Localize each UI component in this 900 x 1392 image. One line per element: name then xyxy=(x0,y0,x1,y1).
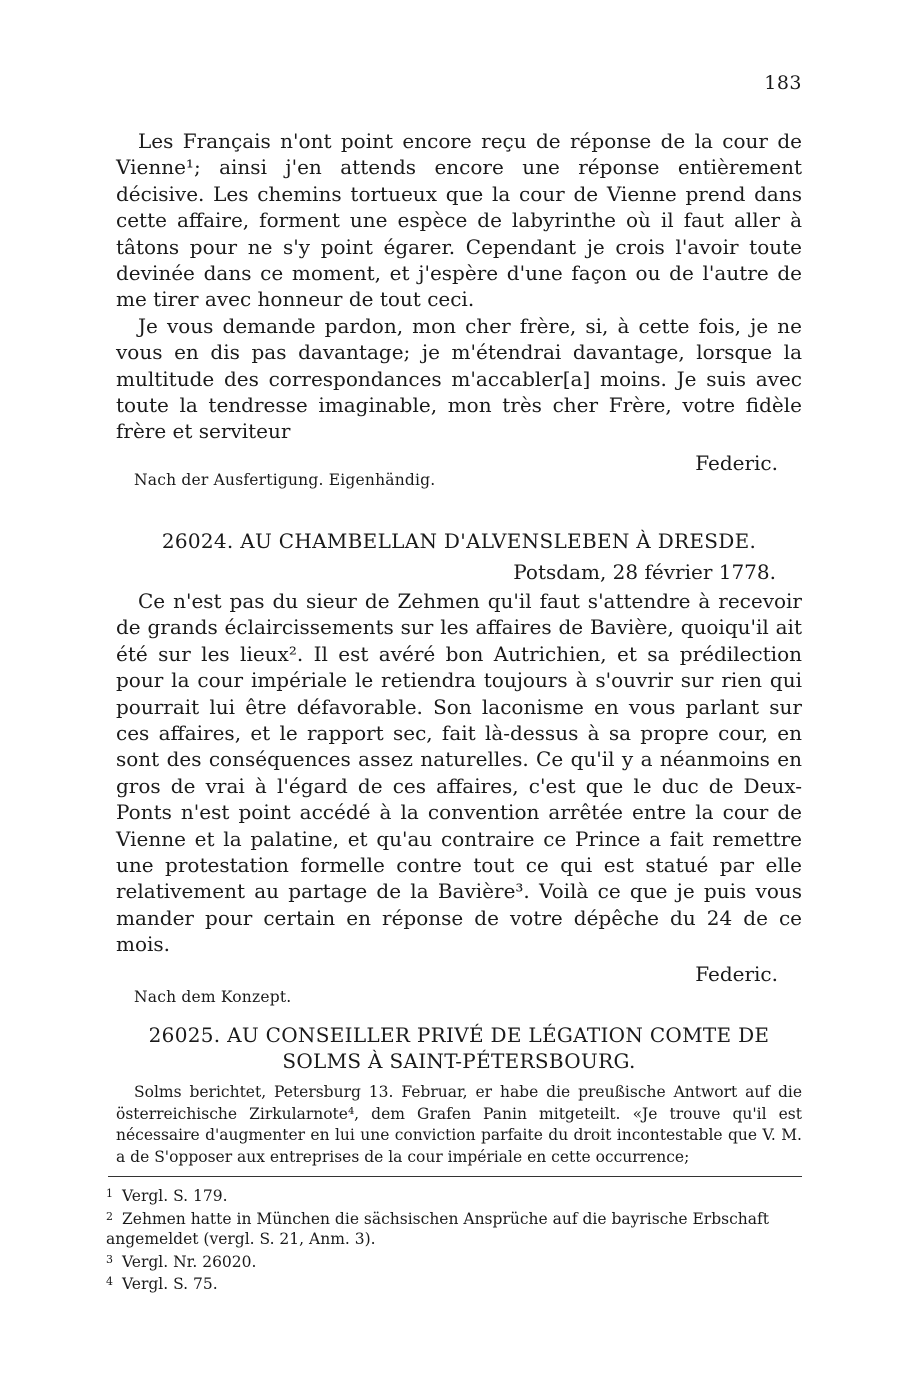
footnotes xyxy=(106,1184,798,1295)
footnote xyxy=(106,1250,798,1273)
footnote-text: Zehmen hatte in München die sächsischen Ansprüche auf die bayrische Erbschaft angemeldet (vergl. S. 21, Anm. 3). xyxy=(106,1209,769,1248)
footnote xyxy=(106,1184,798,1207)
letter-heading-line2: SOLMS À SAINT-PÉTERSBOURG. xyxy=(282,1049,636,1073)
signature: Federic. xyxy=(695,450,778,475)
page-number: 183 xyxy=(764,72,802,94)
summary-paragraph: Solms berichtet, Petersburg 13. Februar, er habe die preußische Antwort auf die österreichische Zirkularnote⁴, dem Grafen Panin mitgeteilt. «Je trouve qu'il est nécessaire d'augmenter en lui une conviction parfaite du droit incontestable que V. M. a de S'opposer aux entreprises de la cour impériale en cette occurrence; xyxy=(116,1083,802,1166)
source-note: Nach der Ausfertigung. Eigenhändig. xyxy=(134,470,436,489)
paragraph: Ce n'est pas du sieur de Zehmen qu'il faut s'attendre à recevoir de grands éclaircissements sur les affaires de Bavière, quoiqu'il ait été sur les lieux². Il est avéré bon Autrichien, et sa prédilection pour la cour impériale le retiendra toujours à s'ouvrir sur rien qui pourrait lui être défavorable. Son laconisme en vous parlant sur ces affaires, et le rapport sec, fait là-dessus à sa propre cour, en sont des conséquences assez naturelles. Ce qu'il y a néanmoins en gros de vrai à l'égard de ces affaires, c'est que le duc de Deux-Ponts n'est point accédé à la convention arrêtée entre la cour de Vienne et la palatine, et qu'au contraire ce Prince a fait remettre une protestation formelle contre tout ce qui est statué par elle relativement au partage de la Bavière³. Voilà ce que je puis vous mander pour certain en réponse de votre dépêche du 24 de ce mois. xyxy=(116,589,802,957)
letter-26025 xyxy=(116,1022,802,1168)
footnote-text: Vergl. S. 179. xyxy=(122,1187,228,1205)
letter-26024 xyxy=(116,528,802,1006)
paragraph: Je vous demande pardon, mon cher frère, si, à cette fois, je ne vous en dis pas davantage; je m'étendrai davantage, lorsque la multitude des correspondances m'accabler[a] moins. Je suis avec toute la tendresse imaginable, mon très cher Frère, votre fidèle frère et serviteur xyxy=(116,313,802,444)
footnote-text: Vergl. S. 75. xyxy=(122,1275,218,1293)
footnote xyxy=(106,1272,798,1295)
footnote-mark: 3 xyxy=(106,1252,113,1266)
dateline: Potsdam, 28 février 1778. xyxy=(513,560,776,584)
letter-heading: 26024. AU CHAMBELLAN D'ALVENSLEBEN À DRESDE. xyxy=(161,529,757,553)
footnote-text: Vergl. Nr. 26020. xyxy=(122,1252,257,1271)
letter-continuation xyxy=(116,128,802,489)
signature: Federic. xyxy=(695,961,778,986)
footnote-mark: 1 xyxy=(106,1187,113,1200)
footnote-mark: 2 xyxy=(106,1209,113,1223)
footnote-rule xyxy=(108,1176,802,1177)
source-note: Nach dem Konzept. xyxy=(134,987,292,1006)
paragraph: Les Français n'ont point encore reçu de réponse de la cour de Vienne¹; ainsi j'en attends encore une réponse entièrement décisive. Les chemins tortueux que la cour de Vienne prend dans cette affaire, forment une espèce de labyrinthe où il faut aller à tâtons pour ne s'y point égarer. Cependant je crois l'avoir toute devinée dans ce moment, et j'espère d'une façon ou de l'autre de me tirer avec honneur de tout ceci. xyxy=(116,129,802,312)
footnote-mark: 4 xyxy=(106,1275,113,1288)
footnote xyxy=(106,1207,798,1250)
letter-heading-line1: 26025. AU CONSEILLER PRIVÉ DE LÉGATION COMTE DE xyxy=(148,1023,770,1047)
